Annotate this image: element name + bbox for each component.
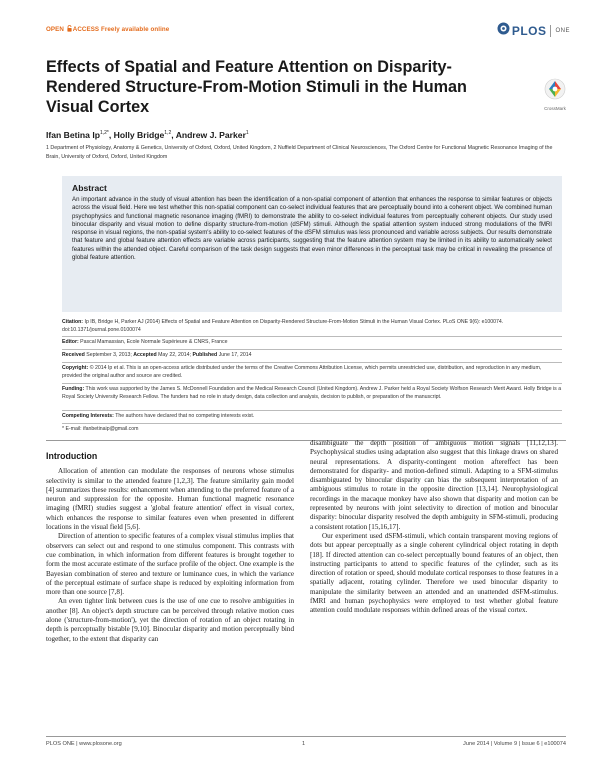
funding	[62, 386, 562, 401]
author-list	[46, 130, 249, 140]
abstract-box	[62, 176, 562, 312]
page-number: 1	[302, 741, 306, 747]
logo-divider	[550, 25, 551, 37]
introduction-heading: Introduction	[46, 451, 98, 461]
citation	[62, 319, 562, 334]
one-wordmark: ONE	[555, 28, 570, 34]
dates	[62, 352, 562, 360]
author-separator: ,	[108, 130, 114, 140]
plos-one-logo[interactable]	[497, 22, 570, 40]
body-paragraph: An even tighter link between cues is the use of one cue to resolve ambiguities in another [8]. An object's depth structure can be perceived through relative motion cues alone ('structure-from-motion'), yet the direction of rotation of an object rotating in depth is perceptually bistable [9,10]. Binocular disparity and motion perceptually bind together, to the extent that disparity can	[46, 597, 294, 643]
copyright-text: © 2014 Ip et al. This is an open-access article distributed under the terms of the Creative Commons Attribution License, which permits unrestricted use, distribution, and reproduction in any medium, provided the original author and source are credited.	[62, 365, 542, 379]
issue-info: June 2014 | Volume 9 | Issue 6 | e100074	[463, 741, 566, 747]
crossmark-label: CrossMark	[544, 106, 566, 111]
meta-divider	[62, 383, 562, 384]
author-name: Andrew J. Parker	[175, 130, 246, 140]
body-paragraph: Our experiment used dSFM-stimuli, which contain transparent moving regions of dots but appear perceptually as a single coherent cylindrical object rotating in depth [18]. If directed attention can co-select perceptually bound features of an object, then instructing participants to attend to specific features of the cylinder, such as its direction of rotation or speed, should modulate cortical responses to those features in a spatially adjacent, rotating cylinder. Therefore we used binocular disparity to manipulate the similarity between an attended and an unattended dSFM-stimulus. fMRI and human psychophysics were employed to test whether global feature attention could modulate responses within defined areas of the visual cortex.	[310, 531, 558, 615]
received-label: Received	[62, 352, 85, 358]
author-name: Ifan Betina Ip	[46, 130, 100, 140]
freely-available-label: Freely available online	[100, 26, 170, 33]
published-label: Published	[192, 352, 218, 358]
access-label: ACCESS	[72, 26, 100, 33]
body-paragraph: Direction of attention to specific features of a complex visual stimulus implies that observers can select out and respond to one stimulus component. This contrasts with cue combination, in which information from different features is brought together to form the most accurate estimate of the surface profile of the object. One example is the Bayesian combination of stereo and texture or luminance cues, in which the variance of the perceptual estimate of surface shape is reduced by exploiting information from more than one source [7,8].	[46, 532, 294, 597]
open-label: OPEN	[46, 26, 64, 33]
meta-divider	[62, 336, 562, 337]
page-footer	[46, 741, 566, 751]
competing-interests	[62, 413, 562, 421]
abstract-heading: Abstract	[72, 183, 107, 193]
crossmark-icon	[544, 87, 566, 104]
editor-label: Editor:	[62, 339, 79, 345]
funding-text: This work was supported by the James S. McDonnell Foundation and the Medical Research Council (United Kingdom). Andrew J. Parker held a Royal Society Wolfson Research Merit Award. Holly Bridge is a Royal Society University Research Fellow. The funders had no role in study design, data collection and analysis, decision to publish, or preparation of the manuscript.	[62, 386, 562, 400]
meta-divider	[62, 362, 562, 363]
published-date: June 17, 2014	[218, 352, 252, 358]
author-affil-sup: 1	[245, 130, 249, 137]
competing-text: The authors have declared that no competing interests exist.	[115, 413, 255, 419]
journal-header	[46, 22, 570, 40]
citation-label: Citation:	[62, 319, 84, 325]
footer-divider	[46, 736, 566, 737]
corresponding-email[interactable]: * E-mail: ifanbetinaip@gmail.com	[62, 426, 139, 432]
abstract-text: An important advance in the study of visual attention has been the identification of a non-spatial component of attention that enhances the response to similar features or objects across the visual field. Here we test whether this non-spatial component can co-select individual features that are perceptually bound into a coherent object. We combined human psychophysics and functional magnetic resonance imaging (fMRI) to demonstrate the ability to co-select individual features from perceptually coherent objects. Our study used binocular disparity and visual motion to define disparity structure-from-motion (dSFM) stimuli. Although the spatial attention system induced strong modulations of the fMRI response in visual regions, the non-spatial system's ability to co-select features of the dSFM stimulus was less pronounced and variable across subjects. Our results demonstrate that feature and global feature attention effects are variable across participants, suggesting that the feature attention system may be limited in its ability to automatically select features within the attended object. Careful comparison of the task design suggests that even minor differences in the perceptual task may be critical in revealing the presence of global feature attention.	[72, 196, 552, 262]
citation-text: Ip IB, Bridge H, Parker AJ (2014) Effects of Spatial and Feature Attention on Disparity-Rendered Structure-From-Motion Stimuli in the Human Visual Cortex. PLoS ONE 9(6): e100074. doi:10.1371/journal.pone.0100074	[62, 319, 504, 333]
funding-label: Funding:	[62, 386, 85, 392]
meta-divider	[62, 410, 562, 411]
author-affil-sup: 1,2	[164, 130, 172, 137]
meta-divider	[62, 423, 562, 424]
article-title: Effects of Spatial and Feature Attention on Disparity-Rendered Structure-From-Motion Stimuli in the Human Visual Cortex	[46, 58, 467, 116]
journal-website[interactable]: PLOS ONE | www.plosone.org	[46, 741, 122, 747]
body-paragraph: disambiguate the depth position of ambiguous motion signals [11,12,13]. Psychophysical studies using adaptation also suggest that this linkage draws on shared neural representations. A disparity-contingent motion aftereffect has been demonstrated for disparity- and motion-defined stimuli. Adapting to a SFM-stimulus disambiguated by binocular disparity can bias the subsequent interpretation of an ambiguous stimulus to rotate in the opposite direction [13,14]. Neurophysiological recordings in the macaque monkey have also shown that disparity and motion can be represented by neurons with joint selectivity to direction of motion and binocular disparity: binocular disparity resolved the depth ambiguity in SFM-stimuli, producing a consistent rotation [15,16,17].	[310, 439, 558, 531]
meta-divider	[62, 349, 562, 350]
crossmark-badge[interactable]	[543, 78, 567, 111]
author-name: Holly Bridge	[113, 130, 165, 140]
copyright-label: Copyright:	[62, 365, 89, 371]
editor-text: Pascal Mamassian, Ecole Normale Supérieure & CNRS, France	[80, 339, 228, 345]
accepted-label: Accepted	[133, 352, 157, 358]
open-access-badge	[46, 25, 169, 34]
accepted-date: May 22, 2014;	[158, 352, 191, 358]
copyright	[62, 365, 562, 380]
body-column-left	[46, 452, 294, 644]
plos-wordmark: PLOS	[511, 24, 547, 38]
plos-logo-icon	[497, 22, 510, 40]
affiliations: 1 Department of Physiology, Anatomy & Genetics, University of Oxford, Oxford, United Kingdom, 2 Nuffield Department of Clinical Neurosciences, The Oxford Centre for Functional Magnetic Resonance Imaging of the Brain, University of Oxford, Oxford, United Kingdom	[46, 145, 553, 160]
competing-label: Competing Interests:	[62, 413, 114, 419]
received-date: September 3, 2013;	[86, 352, 132, 358]
author-separator: ,	[171, 130, 176, 140]
open-lock-icon	[67, 25, 72, 34]
author-affil-sup: 1,2*	[99, 130, 109, 137]
body-paragraph: Allocation of attention can modulate the responses of neurons whose stimulus selectivity is similar to the attended feature [1,2,3]. The feature similarity gain model [4] summarizes these results: enhancement when attending to the preferred feature of a neuron and suppression for the opposite. Human functional magnetic resonance imaging (fMRI) studies suggest a 'global feature attention' effect in visual cortex, which enhances the response to similar features even when presented in different locations in the visual field [5,6].	[46, 467, 294, 532]
editor	[62, 339, 562, 347]
body-column-right	[310, 439, 558, 616]
